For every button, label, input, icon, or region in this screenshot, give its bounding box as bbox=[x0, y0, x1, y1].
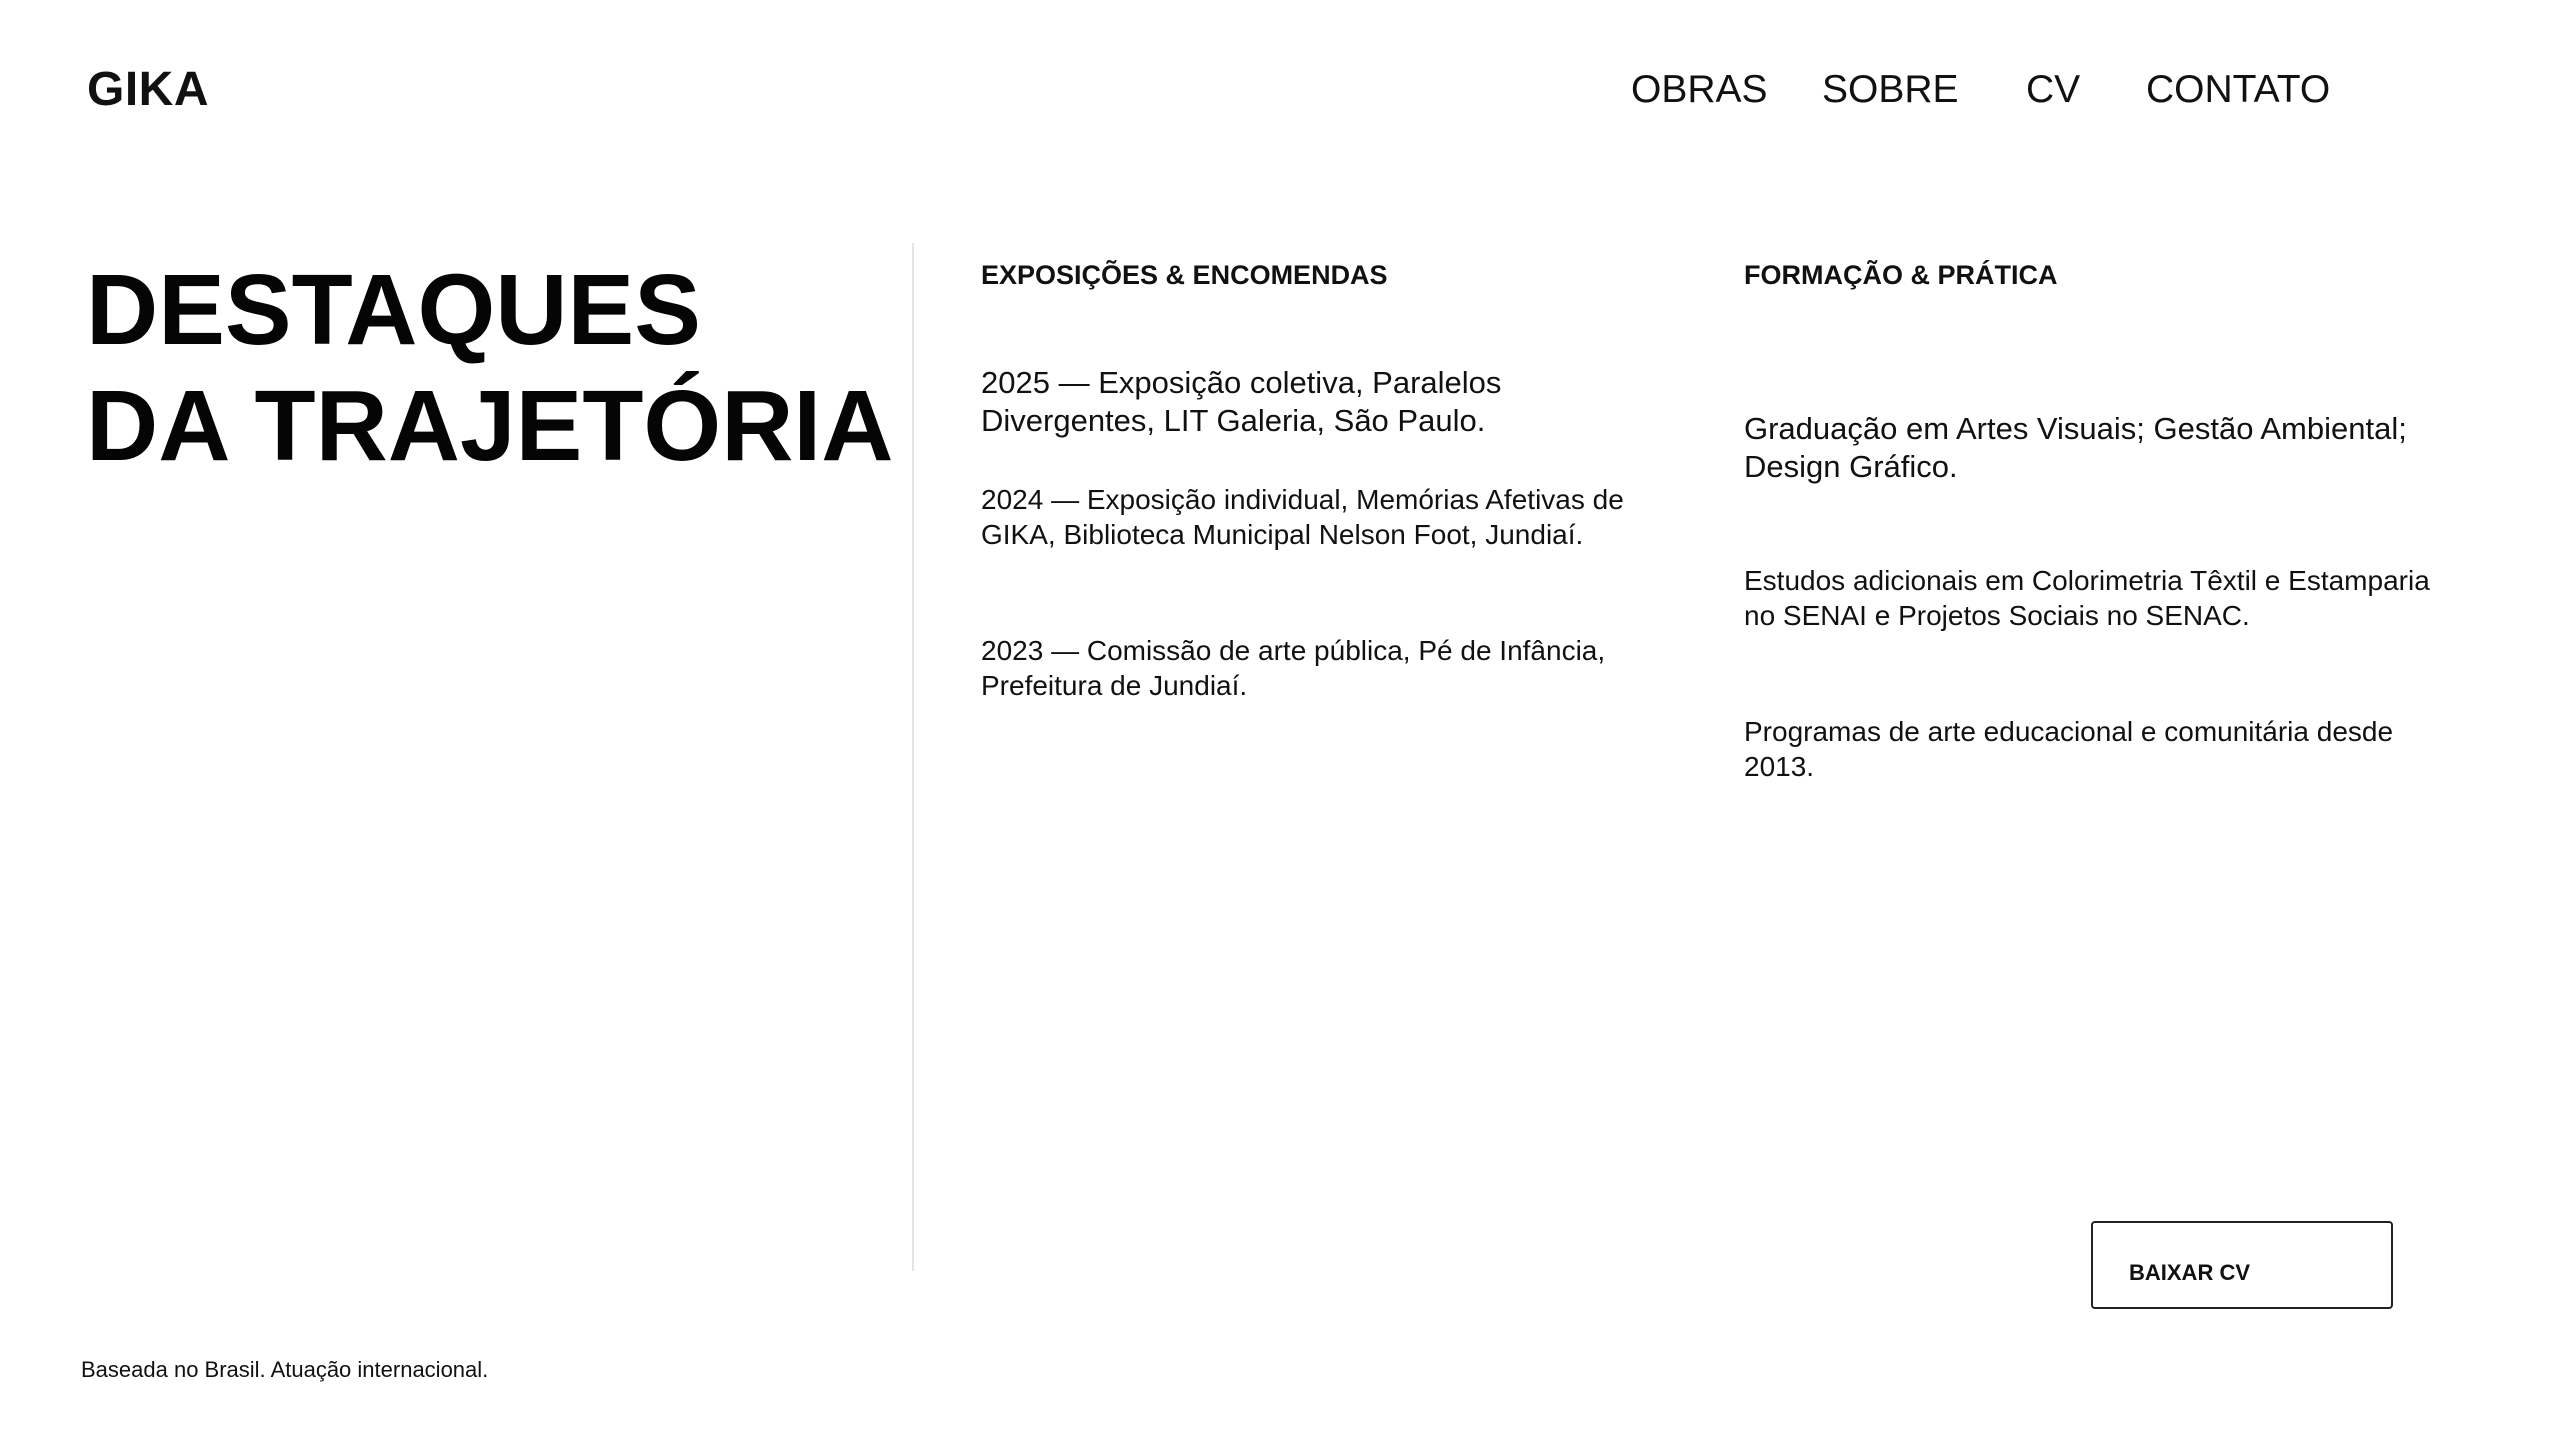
education-item: Graduação em Artes Visuais; Gestão Ambiental; Design Gráfico. bbox=[1744, 411, 2407, 484]
education-item: Programas de arte educacional e comunitária desde 2013. bbox=[1744, 716, 2394, 782]
exhibition-item: 2025 — Exposição coletiva, Paralelos Divergentes, LIT Galeria, São Paulo. bbox=[981, 365, 1502, 438]
vertical-divider bbox=[912, 243, 914, 1271]
page-title-line-2: DA TRAJETÓRIA bbox=[86, 370, 894, 482]
exhibitions-heading: EXPOSIÇÕES & ENCOMENDAS bbox=[981, 260, 1388, 290]
education-heading: FORMAÇÃO & PRÁTICA bbox=[1744, 260, 2058, 290]
nav-cv[interactable]: CV bbox=[2026, 68, 2081, 111]
nav-obras[interactable]: OBRAS bbox=[1631, 68, 1768, 111]
footer-note: Baseada no Brasil. Atuação internacional. bbox=[81, 1357, 489, 1382]
nav-sobre[interactable]: SOBRE bbox=[1822, 68, 1959, 111]
page-title bbox=[86, 252, 893, 484]
education-item: Estudos adicionais em Colorimetria Têxtil e Estamparia no SENAI e Projetos Sociais no SENAC. bbox=[1744, 565, 2430, 631]
nav-contato[interactable]: CONTATO bbox=[2146, 68, 2331, 111]
download-cv-button[interactable]: BAIXAR CV bbox=[2091, 1221, 2393, 1309]
exhibition-item: 2024 — Exposição individual, Memórias Afetivas de GIKA, Biblioteca Municipal Nelson Foot, Jundiaí. bbox=[981, 484, 1624, 550]
exhibition-item: 2023 — Comissão de arte pública, Pé de Infância, Prefeitura de Jundiaí. bbox=[981, 635, 1606, 701]
page-title-line-1: DESTAQUES bbox=[86, 254, 701, 366]
logo[interactable]: GIKA bbox=[87, 63, 209, 116]
